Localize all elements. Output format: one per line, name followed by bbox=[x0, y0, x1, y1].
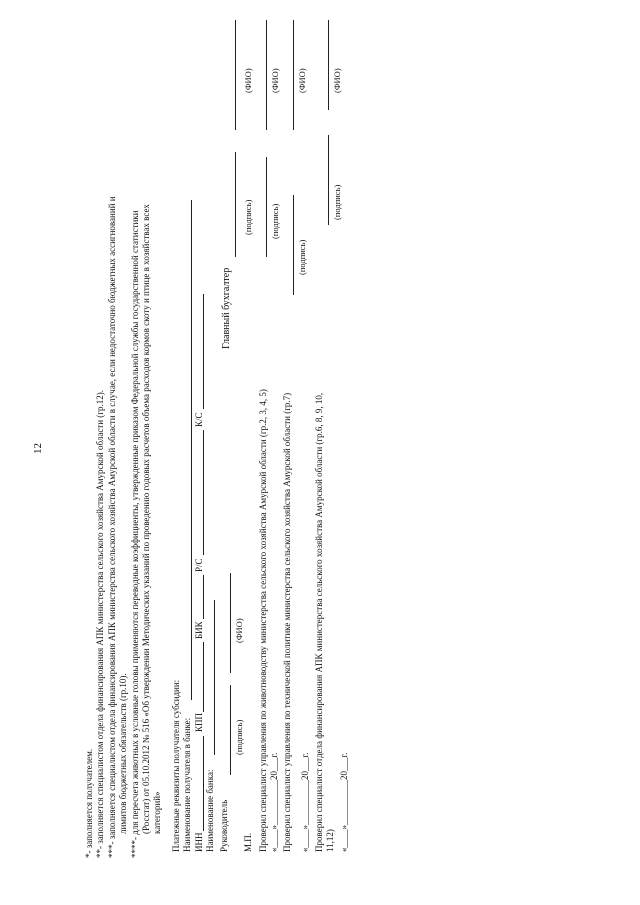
chief-accountant-signature-caption: (подпись) bbox=[243, 199, 253, 235]
check-livestock-signature-caption: (подпись) bbox=[270, 203, 280, 239]
kpp-label: КПП bbox=[194, 712, 204, 732]
inn-label: ИНН bbox=[194, 832, 204, 852]
bik-line bbox=[203, 575, 204, 619]
kpp-line bbox=[203, 642, 204, 712]
rs-label: Р/С bbox=[194, 558, 204, 572]
check-finance-name-caption: (ФИО) bbox=[332, 68, 342, 93]
bik-label: БИК bbox=[194, 621, 204, 639]
head-name-caption: (ФИО) bbox=[234, 618, 244, 643]
check-tech-policy-signature-line bbox=[293, 195, 294, 295]
head-label: Руководитель bbox=[219, 799, 229, 852]
check-livestock-name-caption: (ФИО) bbox=[270, 68, 280, 93]
check-finance-name-line bbox=[328, 20, 329, 110]
chief-accountant-signature-line bbox=[235, 152, 236, 257]
footnote-3-line-1: ***- заполняется специалистом отдела финансирования АПК министерства сельского хозяйства Амурской области в случае, если недостаточно бюджетных ассигнований и bbox=[107, 196, 117, 858]
stamp-label: М.П. bbox=[243, 832, 253, 852]
requisites-title: Платежные реквизиты получателя субсидии: bbox=[171, 679, 181, 852]
check-livestock-date: «____»__________20___г. bbox=[269, 752, 279, 852]
chief-accountant-name-line bbox=[235, 20, 236, 130]
ks-line bbox=[203, 294, 204, 409]
ks-label: К/С bbox=[194, 412, 204, 427]
check-finance-text-line-1: Проверил специалист отдела финансирования АПК министерства сельского хозяйства Амурской области (гр.6, 8, 9, 10, bbox=[314, 392, 324, 852]
check-tech-policy-date: «____»__________20___г. bbox=[300, 752, 310, 852]
footnote-2: **- заполняется специалистом отдела финансирования АПК министерства сельского хозяйства Амурской области (гр.12). bbox=[95, 390, 105, 858]
inn-line bbox=[203, 736, 204, 831]
footnote-1: *- заполняется получателем. bbox=[84, 748, 94, 858]
footnote-4-line-2: (Росстат) от 05.10.2012 № 516 «Об утверждении Методических указаний по проведению годовых расчетов объема расходов кормов скоту и птице в хозяйствах всех bbox=[141, 204, 151, 834]
check-finance-signature-caption: (подпись) bbox=[332, 184, 342, 220]
bank-name-line bbox=[214, 600, 215, 755]
head-signature-line bbox=[230, 685, 231, 775]
bank-recipient-name-line bbox=[191, 200, 192, 700]
check-finance-text-line-2: 11,12) bbox=[325, 829, 335, 852]
check-finance-signature-line bbox=[328, 135, 329, 225]
check-tech-policy-name-caption: (ФИО) bbox=[297, 68, 307, 93]
check-livestock-name-line bbox=[266, 20, 267, 130]
rs-line bbox=[203, 430, 204, 555]
footnote-4-line-3: категорий» bbox=[152, 791, 162, 834]
chief-accountant-name-caption: (ФИО) bbox=[243, 68, 253, 93]
check-tech-policy-signature-caption: (подпись) bbox=[297, 239, 307, 275]
footnote-3-line-2: лимитов бюджетных обязательств (гр.10). bbox=[118, 673, 128, 834]
check-tech-policy-name-line bbox=[293, 20, 294, 130]
check-livestock-text: Проверил специалист управления по животноводству министерства сельского хозяйства Амурской области (гр.2, 3, 4, 5) bbox=[258, 389, 268, 852]
bank-name-label: Наименование банка: bbox=[205, 769, 215, 852]
check-tech-policy-text: Проверил специалист управления по технической политике министерства сельского хозяйства Амурской области (гр.7) bbox=[282, 392, 292, 852]
head-name-line bbox=[230, 573, 231, 673]
check-finance-date: «____»__________20___г. bbox=[339, 752, 349, 852]
check-livestock-signature-line bbox=[266, 157, 267, 257]
bank-recipient-name-label: Наименование получателя в банке: bbox=[182, 717, 192, 852]
page-number: 12 bbox=[32, 443, 44, 454]
chief-accountant-label: Главный бухгалтер bbox=[221, 267, 232, 349]
footnote-4-line-1: ****- для пересчета животных в условные головы применяются переводные коэффициенты, утвержденные приказом Федеральной службы государственной статистики bbox=[130, 210, 140, 858]
head-signature-caption: (подпись) bbox=[234, 719, 244, 755]
